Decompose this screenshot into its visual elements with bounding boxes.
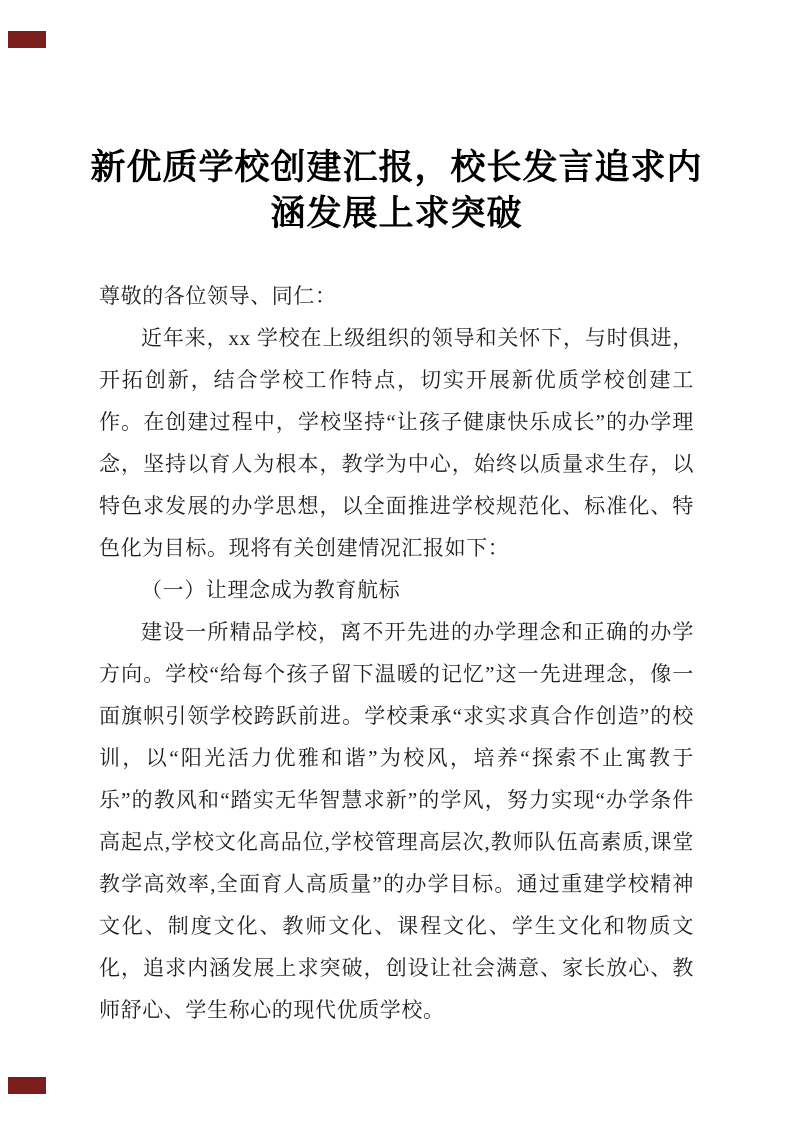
salutation: 尊敬的各位领导、同仁： bbox=[99, 284, 337, 308]
corner-mark-top bbox=[8, 31, 46, 48]
body-paragraph-1: 近年来，xx 学校在上级组织的领导和关怀下，与时俱进，开拓创新，结合学校工作特点，切实开展新优质学校创建工作。在创建过程中，学校坚持“让孩子健康快乐成长”的办学理念，坚持以育人为根本，教学为中心，始终以质量求生存，以特色求发展的办学思想，以全面推进学校规范化、标准化、特色化为目标。现将有关创建情况汇报如下： bbox=[99, 326, 694, 560]
corner-mark-bottom bbox=[8, 1077, 46, 1094]
document-title-line1: 新优质学校创建汇报，校长发言追求内 bbox=[90, 148, 703, 187]
document-title-line2: 涵发展上求突破 bbox=[270, 194, 523, 233]
document-title bbox=[85, 145, 708, 237]
section-heading-1: （一）让理念成为教育航标 bbox=[141, 578, 401, 602]
document-body bbox=[99, 275, 694, 1031]
body-paragraph-2: 建设一所精品学校，离不开先进的办学理念和正确的办学方向。学校“给每个孩子留下温暖的记忆”这一先进理念，像一面旗帜引领学校跨跃前进。学校秉承“求实求真合作创造”的校训，以“阳光活力优雅和谐”为校风，培养“探索不止寓教于乐”的教风和“踏实无华智慧求新”的学风，努力实现“办学条件高起点,学校文化高品位,学校管理高层次,教师队伍高素质,课堂教学高效率,全面育人高质量”的办学目标。通过重建学校精神文化、制度文化、教师文化、课程文化、学生文化和物质文化，追求内涵发展上求突破，创设让社会满意、家长放心、教师舒心、学生称心的现代优质学校。 bbox=[99, 620, 694, 1022]
